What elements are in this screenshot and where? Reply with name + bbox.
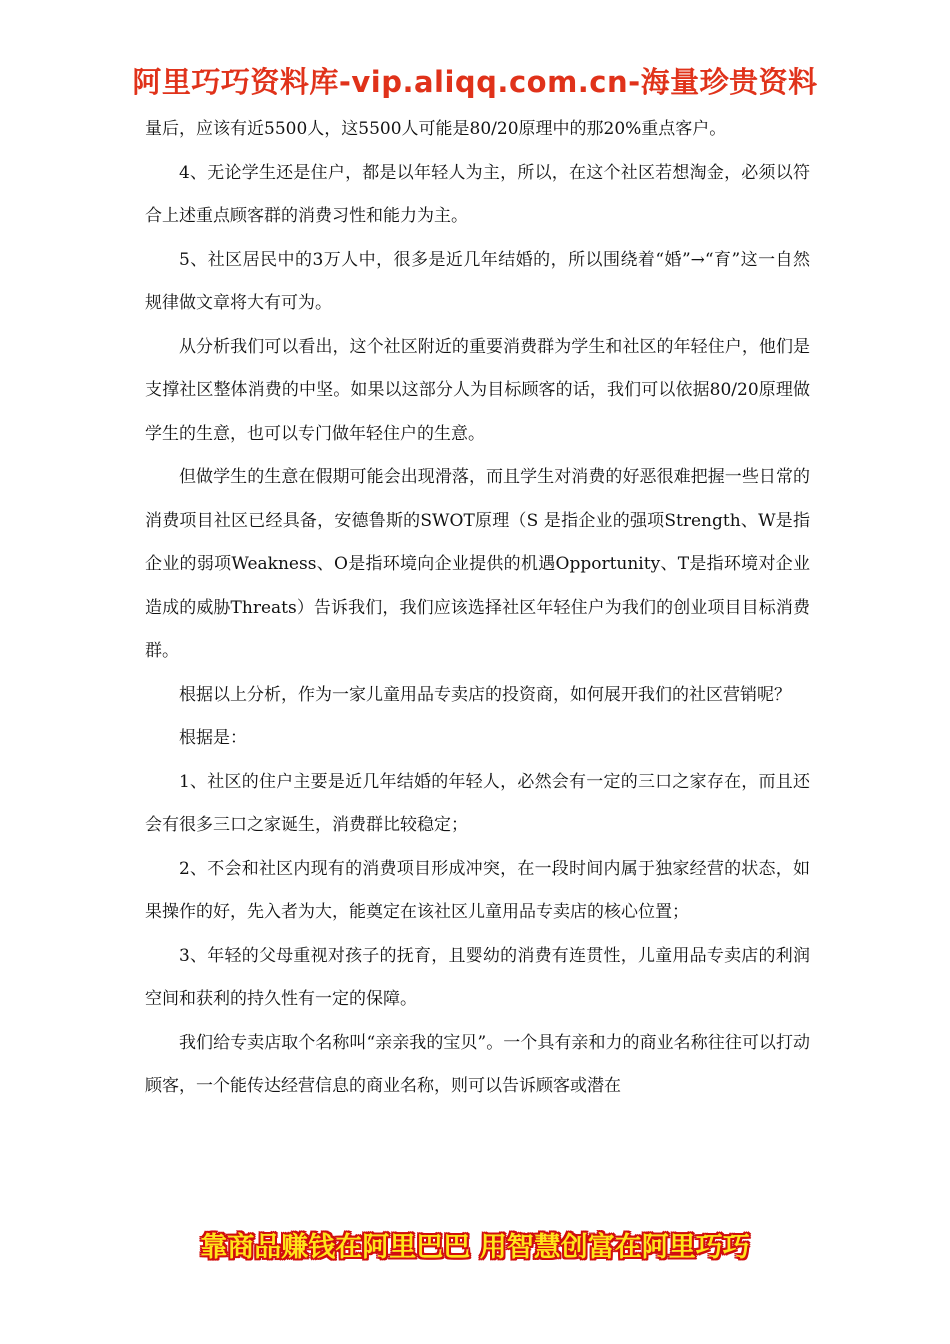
paragraph: 量后，应该有近5500人，这5500人可能是80/20原理中的那20%重点客户。 [145,119,727,139]
page-footer-slogan: 靠商品赚钱在阿里巴巴 用智慧创富在阿里巧巧 [200,1232,750,1263]
paragraph: 从分析我们可以看出，这个社区附近的重要消费群为学生和社区的年轻住户，他们是支撑社区整体消费的中坚。如果以这部分人为目标顾客的话，我们可以依据80/20原理做学生的生意，也可以专门做年轻住户的生意。 [145,336,810,444]
paragraph: 但做学生的生意在假期可能会出现滑落，而且学生对消费的好恶很难把握一些日常的消费项目社区已经具备，安德鲁斯的SWOT原理（S 是指企业的强项Strength、W是指企业的弱项Weakness、O是指环境向企业提供的机遇Opportunity、T是指环境对企业造成的威胁Threats）告诉我们，我们应该选择社区年轻住户为我们的创业项目目标消费群。 [145,467,810,661]
paragraph: 5、社区居民中的3万人中，很多是近几年结婚的，所以围绕着“婚”→“育”这一自然规律做文章将大有可为。 [145,249,810,313]
paragraph: 3、年轻的父母重视对孩子的抚育，且婴幼的消费有连贯性，儿童用品专卖店的利润空间和获利的持久性有一定的保障。 [145,945,810,1009]
paragraph: 4、无论学生还是住户，都是以年轻人为主，所以，在这个社区若想淘金，必须以符合上述重点顾客群的消费习性和能力为主。 [145,162,810,226]
paragraph: 我们给专卖店取个名称叫“亲亲我的宝贝”。一个具有亲和力的商业名称往往可以打动顾客，一个能传达经营信息的商业名称，则可以告诉顾客或潜在 [145,1032,810,1096]
paragraph: 根据以上分析，作为一家儿童用品专卖店的投资商，如何展开我们的社区营销呢？ [179,684,791,705]
paragraph: 根据是： [179,728,247,748]
document-body [145,108,810,1109]
paragraph: 2、不会和社区内现有的消费项目形成冲突，在一段时间内属于独家经营的状态，如果操作的好，先入者为大，能奠定在该社区儿童用品专卖店的核心位置； [145,858,810,922]
page-header-title: 阿里巧巧资料库-vip.aliqq.com.cn-海量珍贵资料 [132,65,818,99]
paragraph: 1、社区的住户主要是近几年结婚的年轻人，必然会有一定的三口之家存在，而且还会有很多三口之家诞生，消费群比较稳定； [145,771,810,835]
